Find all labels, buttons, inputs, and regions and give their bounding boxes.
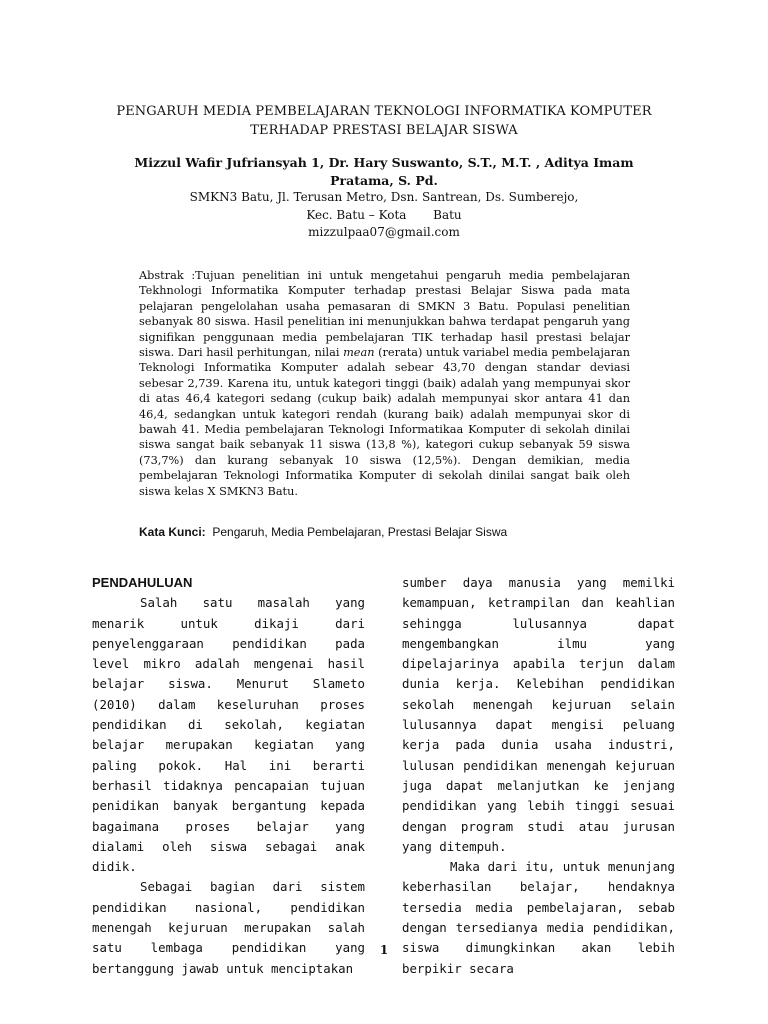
affiliation-line-2: Kec. Batu – Kota Batu [306,207,462,222]
left-paragraph-1: Salah satu masalah yang menarik untuk dikaji dari penyelenggaraan pendidikan pada level mikro adalah mengenai hasil belajar siswa. Menurut Slameto (2010) dalam keseluruhan proses pendidikan di sekolah, kegiatan belajar merupakan kegiatan yang paling pokok. Hal ini berarti berhasil tidaknya pencapaian tujuan penidikan banyak bergantung kepada bagaimana proses belajar yang dialami oleh siswa sebagai anak didik. [92,595,365,875]
abstract-text-2: (rerata) untuk variabel media pembelajaran Teknologi Informatika Komputer adalah sebear 43,70 dengan standar deviasi sebesar 2,739. Karena itu, untuk kategori tinggi (baik) adalah yang mempunyai skor di atas 46,4 kategori sedang (cukup baik) adalah mempunyai skor antara 41 dan 46,4, sedangkan untuk kategori rendah (kurang baik) adalah mempunyai skor di bawah 41. Media pembelajaran Teknologi Informatikaa Komputer di sekolah dinilai siswa sangat baik sebanyak 11 siswa (13,8 %), kategori cukup sebanyak 59 siswa (73,7%) dan kurang sebanyak 10 siswa (12,5%). Dengan demikian, media pembelajaran Teknologi Informatika Komputer di sekolah dinilai sangat baik oleh siswa kelas X SMKN3 Batu. [139,346,630,498]
paper-title [60,102,708,140]
title-line-1: PENGARUH MEDIA PEMBELAJARAN TEKNOLOGI INFORMATIKA KOMPUTER [116,104,652,119]
section-heading: PENDAHULUAN [92,575,193,590]
page-number: 1 [379,943,389,957]
right-column [402,573,675,979]
right-paragraph-1: sumber daya manusia yang memilki kemampuan, ketrampilan dan keahlian sehingga lulusannya dapat mengembangkan ilmu yang dipelajarinya apabila terjun dalam dunia kerja. Kelebihan pendidikan sekolah menengah kejuruan selain lulusannya dapat mengisi peluang kerja pada dunia usaha industri, lulusan pendidikan menengah kejuruan juga dapat melanjutkan ke jenjang pendidikan yang lebih tinggi sesuai dengan program studi atau jurusan yang ditempuh. [402,575,675,854]
keywords-text: Pengaruh, Media Pembelajaran, Prestasi Belajar Siswa [212,525,508,539]
authors [100,154,668,190]
author-email: mizzulpaa07@gmail.com [308,225,460,239]
keywords-label: Kata Kunci: [139,525,206,539]
authors-line-2: Pratama, S. Pd. [330,173,438,188]
abstract-mean-word: mean [343,346,375,360]
title-line-2: TERHADAP PRESTASI BELAJAR SISWA [250,123,518,138]
left-paragraph-2: Sebagai bagian dari sistem pendidikan nasional, pendidikan menengah kejuruan merupakan salah satu lembaga pendidikan yang bertanggung jawab untuk menciptakan [92,879,365,976]
abstract [139,268,630,499]
keywords [139,525,639,539]
right-paragraph-2: Maka dari itu, untuk menunjang keberhasilan belajar, hendaknya tersedia media pembelajaran, sebab dengan tersedianya media pendidikan, siswa dimungkinkan akan lebih berpikir secara [402,859,675,976]
affiliation [100,189,668,242]
affiliation-line-1: SMKN3 Batu, Jl. Terusan Metro, Dsn. Santrean, Ds. Sumberejo, [189,190,579,204]
authors-line-1: Mizzul Wafir Jufriansyah 1, Dr. Hary Suswanto, S.T., M.T. , Aditya Imam [134,155,634,170]
abstract-label: Abstrak : [139,269,196,282]
abstract-text-1: Tujuan penelitian ini untuk mengetahui pengaruh media pembelajaran Tekhnologi Informatika Komputer terhadap prestasi Belajar Siswa pada mata pelajaran pengelolahan usaha pemasaran di SMKN 3 Batu. Populasi penelitian sebanyak 80 siswa. Hasil penelitian ini menunjukkan bahwa terdapat pengaruh yang signifikan penggunaan media pembelajaran TIK terhadap hasil prestasi belajar siswa. Dari hasil perhitungan, nilai [139,269,630,360]
left-column [92,573,365,979]
